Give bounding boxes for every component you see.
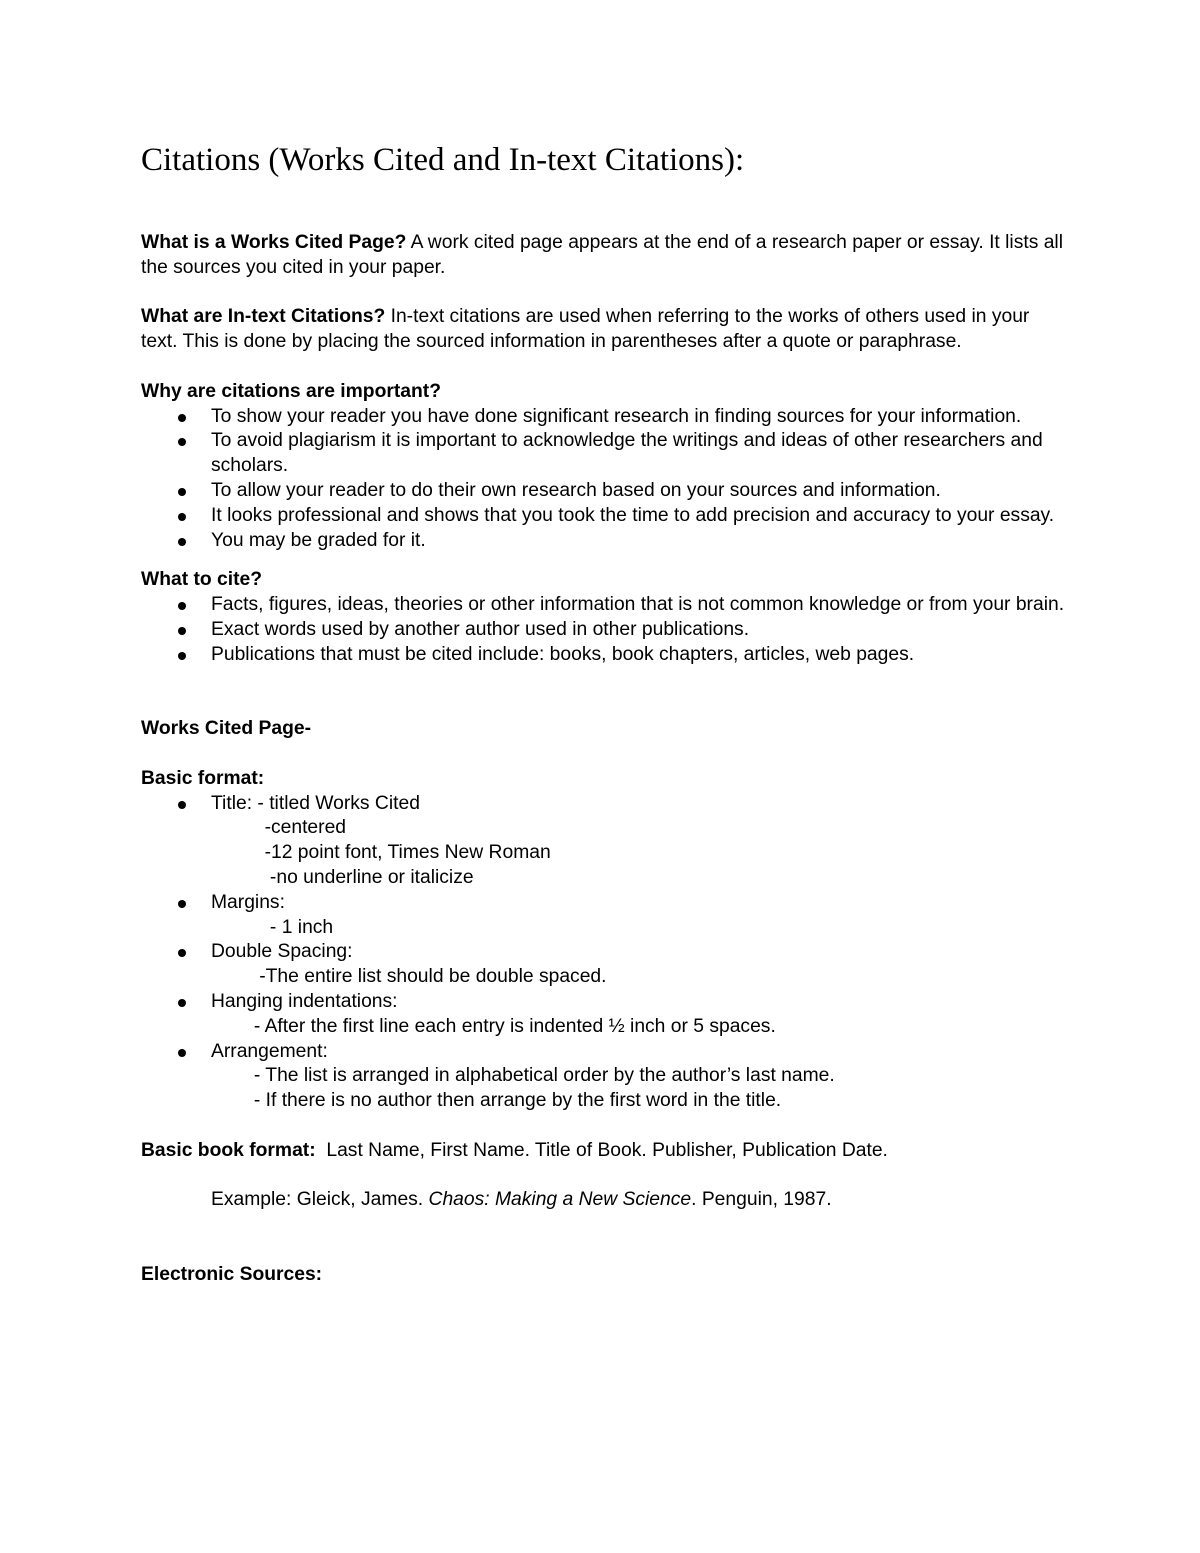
document-body — [141, 231, 1071, 1287]
page-title: Citations (Works Cited and In-text Citations): — [141, 142, 745, 178]
bullet-icon — [178, 513, 186, 521]
list-item: Exact words used by another author used in other publications. — [141, 618, 1071, 643]
works-cited-definition-text: A work cited page appears at the end of a research paper or essay. It lists all the sources you cited in your paper. — [141, 232, 1064, 278]
list-item: It looks professional and shows that you took the time to add precision and accuracy to your essay. — [141, 504, 1071, 529]
list-item-title: Title: - titled Works Cited -centered -12 point font, Times New Roman -no underline or italicize — [141, 792, 1071, 891]
bullet-icon — [178, 488, 186, 496]
intext-definition — [141, 305, 1071, 355]
bullet-icon — [178, 801, 186, 809]
list-item-arrangement: Arrangement: - The list is arranged in alphabetical order by the author’s last name. - If there is no author then arrange by the first word in the title. — [141, 1040, 1071, 1114]
bullet-icon — [178, 538, 186, 546]
bullet-icon — [178, 414, 186, 422]
list-item-hanging: Hanging indentations: - After the first line each entry is indented ½ inch or 5 spaces. — [141, 990, 1071, 1040]
bullet-icon — [178, 1049, 186, 1057]
works-cited-definition-label: What is a Works Cited Page? — [141, 232, 407, 253]
list-item: You may be graded for it. — [141, 529, 1071, 554]
bullet-icon — [178, 602, 186, 610]
works-cited-heading: Works Cited Page- — [141, 718, 312, 740]
what-to-cite-list — [141, 593, 1071, 667]
example-book-title: Chaos: Making a New Science — [428, 1189, 692, 1211]
basic-book-format-text: Last Name, First Name. Title of Book. Publisher, Publication Date. — [315, 1139, 888, 1161]
basic-format-list — [141, 792, 1071, 1114]
list-item: To avoid plagiarism it is important to acknowledge the writings and ideas of other researchers and scholars. — [141, 429, 1071, 479]
bullet-icon — [178, 627, 186, 635]
basic-format-heading: Basic format: — [141, 767, 265, 789]
basic-book-format — [141, 1139, 1071, 1164]
what-to-cite-heading: What to cite? — [141, 569, 263, 591]
intext-definition-label: What are In-text Citations? — [141, 306, 386, 328]
electronic-sources-heading: Electronic Sources: — [141, 1263, 323, 1285]
list-item: Publications that must be cited include: books, book chapters, articles, web pages. — [141, 643, 1071, 668]
why-heading: Why are citations are important? — [141, 380, 441, 402]
list-item: To show your reader you have done significant research in finding sources for your information. — [141, 405, 1071, 430]
bullet-icon — [178, 900, 186, 908]
why-list — [141, 405, 1071, 554]
example-citation: Example: Gleick, James. Chaos: Making a New Science. Penguin, 1987. — [211, 1189, 832, 1211]
bullet-icon — [178, 999, 186, 1007]
basic-book-format-label: Basic book format: — [141, 1139, 316, 1161]
list-item: To allow your reader to do their own research based on your sources and information. — [141, 479, 1071, 504]
intext-definition-text: In-text citations are used when referring to the works of others used in your text. This is done by placing the sourced information in parentheses after a quote or paraphrase. — [141, 306, 1030, 353]
bullet-icon — [178, 652, 186, 660]
bullet-icon — [178, 438, 186, 446]
list-item-margins: Margins: - 1 inch — [141, 891, 1071, 941]
bullet-icon — [178, 949, 186, 957]
list-item-spacing: Double Spacing: -The entire list should be double spaced. — [141, 940, 1071, 990]
list-item: Facts, figures, ideas, theories or other information that is not common knowledge or from your brain. — [141, 593, 1071, 618]
works-cited-definition — [141, 231, 1071, 281]
